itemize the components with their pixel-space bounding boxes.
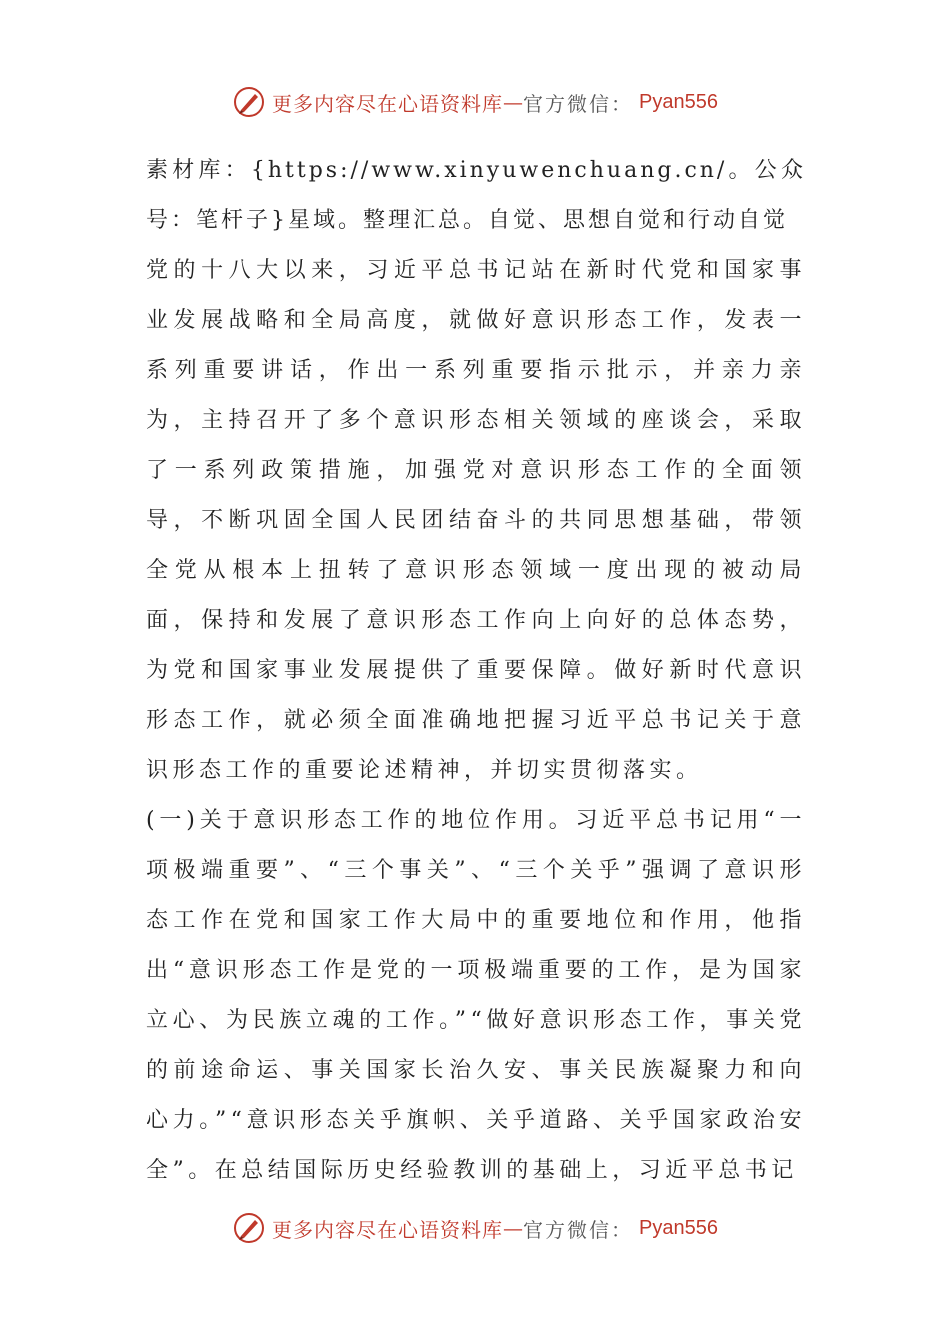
banner-dash: —	[503, 90, 524, 114]
footer-banner	[0, 1206, 950, 1250]
banner-main-text: 更多内容尽在心语资料库	[272, 91, 504, 116]
paragraph-source: 素材库：{https://www.xinyuwenchuang.cn/。公众号：笔杆子}星域。整理汇总。自觉、思想自觉和行动自觉	[146, 158, 806, 233]
document-body	[146, 146, 806, 1196]
pen-logo-icon	[232, 85, 266, 119]
banner-main-text: 更多内容尽在心语资料库	[272, 1217, 504, 1242]
banner-dash: —	[503, 1216, 524, 1240]
banner-official-label: 官方微信：	[523, 1217, 634, 1242]
paragraph-intro: 党的十八大以来，习近平总书记站在新时代党和国家事业发展战略和全局高度，就做好意识形态工作，发表一系列重要讲话，作出一系列重要指示批示，并亲力亲为，主持召开了多个意识形态相关领域的座谈会，采取了一系列政策措施，加强党对意识形态工作的全面领导，不断巩固全国人民团结奋斗的共同思想基础，带领全党从根本上扭转了意识形态领域一度出现的被动局面，保持和发展了意识形态工作向上向好的总体态势，为党和国家事业发展提供了重要保障。做好新时代意识形态工作，就必须全面准确地把握习近平总书记关于意识形态工作的重要论述精神，并切实贯彻落实。	[146, 258, 806, 783]
banner-official-label: 官方微信：	[523, 91, 634, 116]
banner-wechat-id: Pyan556	[639, 1216, 718, 1239]
paragraph-section-one: (一)关于意识形态工作的地位作用。习近平总书记用“一项极端重要”、“三个事关”、“三个关乎”强调了意识形态工作在党和国家工作大局中的重要地位和作用，他指出“意识形态工作是党的一项极端重要的工作，是为国家立心、为民族立魂的工作。”“做好意识形态工作，事关党的前途命运、事关国家长治久安、事关民族凝聚力和向心力。”“意识形态关乎旗帜、关乎道路、关乎国家政治安全”。在总结国际历史经验教训的基础上，习近平总书记	[146, 808, 806, 1183]
header-banner	[0, 80, 950, 124]
pen-logo-icon	[232, 1211, 266, 1245]
banner-wechat-id: Pyan556	[639, 90, 718, 113]
